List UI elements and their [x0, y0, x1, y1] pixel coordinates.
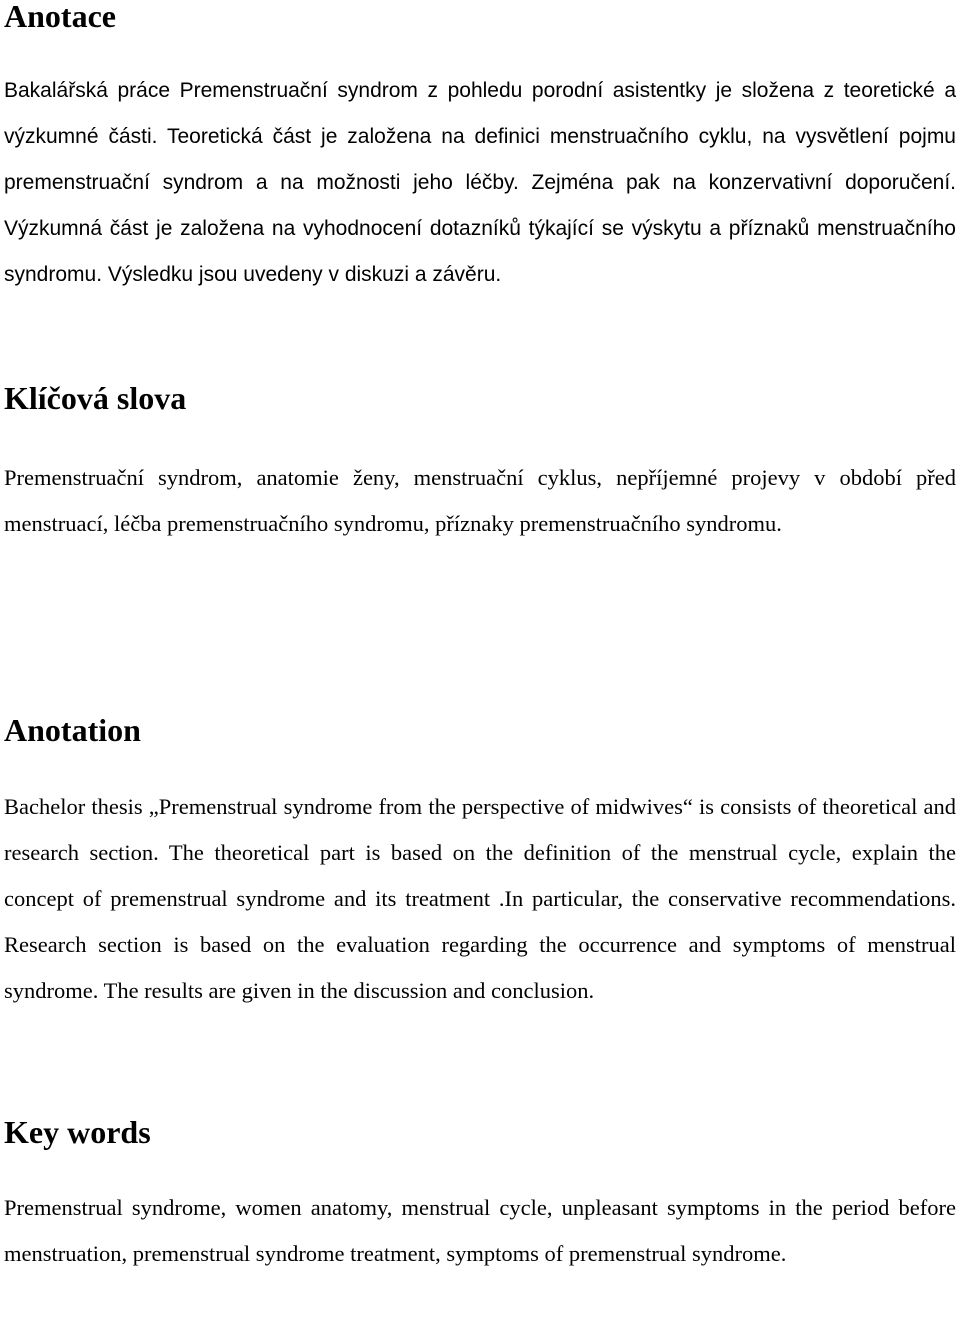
klicova-slova-paragraph: Premenstruační syndrom, anatomie ženy, menstruační cyklus, nepříjemné projevy v období před menstruací, léčba premenstruačního syndromu, příznaky premenstruačního syndromu. [4, 465, 956, 536]
key-words-heading: Key words [4, 1114, 151, 1150]
klicova-slova-heading: Klíčová slova [4, 380, 187, 416]
key-words-paragraph: Premenstrual syndrome, women anatomy, menstrual cycle, unpleasant symptoms in the period before menstruation, premenstrual syndrome treatment, symptoms of premenstrual syndrome. [4, 1195, 956, 1266]
anotace-heading: Anotace [4, 0, 116, 34]
anotace-paragraph: Bakalářská práce Premenstruační syndrom z pohledu porodní asistentky je složena z teoretické a výzkumné části. Teoretická část je založena na definici menstruačního cyklu, na vysvětlení pojmu premenstruační syndrom a na možnosti jeho léčby. Zejména pak na konzervativní doporučení. Výzkumná část je založena na vyhodnocení dotazníků týkající se výskytu a příznaků menstruačního syndromu. Výsledku jsou uvedeny v diskuzi a závěru. [4, 79, 956, 286]
anotation-paragraph: Bachelor thesis „Premenstrual syndrome from the perspective of midwives“ is consists of theoretical and research section. The theoretical part is based on the definition of the menstrual cycle, explain the concept of premenstrual syndrome and its treatment .In particular, the conservative recommendations. Research section is based on the evaluation regarding the occurrence and symptoms of menstrual syndrome. The results are given in the discussion and conclusion. [4, 794, 956, 1003]
anotation-heading: Anotation [4, 712, 141, 748]
